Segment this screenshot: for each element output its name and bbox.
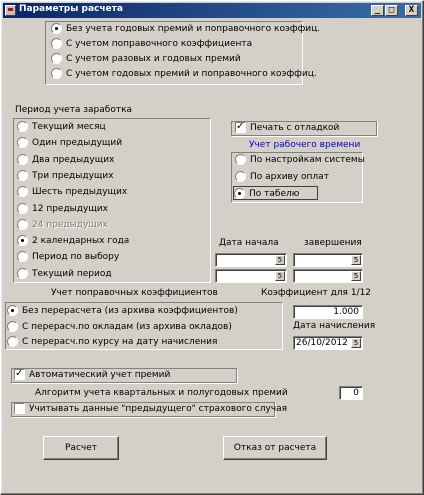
period-option-label: Два предыдущих [32, 154, 115, 165]
radio-dot [7, 336, 18, 347]
coef-option-label: Без перерасчета (из архива коэффициентов) [22, 306, 238, 316]
period-radio-6 [17, 218, 108, 232]
work-time-radio-0[interactable] [235, 153, 365, 167]
calc-mode-option-label: С учетом поправочного коэффициента [66, 39, 253, 49]
calc-mode-option-label: С учетом годовых премий и поправочного коэффиц. [66, 69, 317, 79]
radio-dot [17, 186, 28, 197]
period-option-label: Три предыдущих [32, 170, 114, 181]
radio-dot [51, 38, 62, 49]
radio-dot [7, 321, 18, 332]
coef-value-field[interactable] [293, 305, 363, 319]
calc-mode-radio-2[interactable] [51, 52, 241, 66]
period-option-label: Период по выбору [32, 252, 120, 263]
close-button[interactable]: X [405, 5, 418, 16]
radio-dot [7, 305, 18, 316]
work-time-label: Учет рабочего времени [249, 140, 361, 150]
coef-radio-2[interactable] [7, 335, 217, 349]
prev-case-label: Учитывать данные "предыдущего" страхового случая [29, 404, 288, 414]
coef-option-label: С перерасч.по курсу на дату начисления [22, 337, 218, 347]
calc-mode-radio-3[interactable] [51, 67, 317, 81]
current-period-start-field[interactable] [215, 269, 287, 283]
current-period-end-field[interactable] [293, 269, 363, 283]
coef-value: 1.000 [333, 307, 359, 317]
start-date-label: Дата начала [219, 238, 279, 248]
radio-dot [51, 23, 62, 34]
period-option-label: Шесть предыдущих [32, 187, 128, 198]
calc-mode-option-label: С учетом разовых и годовых премий [66, 54, 241, 64]
debug-print-label: Печать с отладкой [250, 123, 340, 133]
checkbox-mark [14, 369, 25, 380]
radio-dot [17, 121, 28, 132]
coef-radio-0[interactable] [7, 304, 238, 318]
prev-case-checkbox[interactable] [14, 402, 287, 416]
radio-dot [235, 171, 246, 182]
period-option-label: 2 календарных года [32, 236, 130, 247]
work-time-radio-2[interactable] [233, 186, 318, 200]
window-title: Параметры расчета [19, 4, 123, 14]
end-date-label: завершения [304, 238, 362, 248]
period-radio-2[interactable] [17, 153, 114, 167]
date-picker-button[interactable]: 5 [275, 271, 285, 281]
auto-bonus-label: Автоматический учет премий [29, 370, 171, 380]
work-time-option-label: По настройкам системы [250, 155, 365, 165]
accrual-date-value: 26/10/2012 [296, 338, 348, 348]
calc-mode-option-label: Без учета годовых премий и поправочного коэффиц. [66, 24, 321, 34]
checkbox-mark [235, 122, 246, 133]
radio-dot [17, 268, 28, 279]
work-time-option-label: По табелю [249, 189, 300, 199]
work-time-option-label: По архиву оплат [250, 171, 329, 182]
date-picker-button[interactable]: 5 [351, 255, 361, 265]
accrual-date-field[interactable] [293, 336, 363, 350]
calc-mode-radio-0[interactable] [51, 22, 320, 36]
coef-option-label: С перерасч.по окладам (из архива окладов) [22, 321, 232, 332]
cancel-calculation-button[interactable]: Отказ от расчета [223, 436, 327, 460]
app-icon [5, 5, 16, 16]
radio-dot [17, 137, 28, 148]
period-radio-4[interactable] [17, 185, 127, 199]
radio-dot [235, 154, 246, 165]
radio-dot [17, 170, 28, 181]
period-radio-3[interactable] [17, 169, 114, 183]
work-time-radio-1[interactable] [235, 170, 329, 184]
period-option-label: Текущий месяц [32, 122, 106, 132]
radio-dot [17, 235, 28, 246]
period-radio-9[interactable] [17, 267, 112, 281]
coef-radio-1[interactable] [7, 320, 232, 334]
accrual-date-label: Дата начисления [293, 321, 376, 331]
coef-1-12-label: Коэффициент для 1/12 [261, 288, 372, 298]
calculate-button[interactable]: Расчет [43, 436, 119, 460]
period-radio-1[interactable] [17, 136, 122, 150]
radio-dot [17, 251, 28, 262]
radio-dot [17, 154, 28, 165]
date-picker-button[interactable]: 5 [351, 271, 361, 281]
period-radio-5[interactable] [17, 202, 108, 216]
date-picker-button[interactable]: 5 [351, 338, 361, 348]
checkbox-mark [14, 403, 25, 414]
maximize-button[interactable]: □ [385, 5, 398, 16]
period-option-label: Один предыдущий [32, 138, 123, 149]
period-option-label: 12 предыдущих [32, 203, 108, 214]
bonus-algorithm-field[interactable] [339, 386, 363, 400]
period-radio-0[interactable] [17, 120, 106, 134]
radio-dot [17, 219, 28, 230]
title-bar[interactable] [3, 3, 421, 18]
radio-dot [17, 203, 28, 214]
bonus-algorithm-value: 0 [353, 388, 359, 398]
calc-mode-radio-1[interactable] [51, 37, 252, 51]
period-end-date-field[interactable] [293, 253, 363, 267]
radio-dot [51, 68, 62, 79]
period-radio-8[interactable] [17, 250, 119, 264]
date-picker-button[interactable]: 5 [275, 255, 285, 265]
earnings-period-label: Период учета заработка [15, 105, 133, 115]
bonus-algorithm-label: Алгоритм учета квартальных и полугодовых премий [35, 388, 288, 398]
radio-dot [51, 53, 62, 64]
coefficients-label: Учет поправочных коэффициентов [51, 288, 218, 298]
period-start-date-field[interactable] [215, 253, 287, 267]
period-radio-7[interactable] [17, 234, 129, 248]
auto-bonus-checkbox[interactable] [14, 368, 170, 382]
debug-print-checkbox[interactable] [235, 121, 339, 135]
period-option-label: Текущий период [32, 268, 112, 279]
period-option-label: 24 предыдущих [32, 219, 108, 230]
radio-dot [234, 188, 245, 199]
minimize-button[interactable]: _ [371, 5, 384, 16]
